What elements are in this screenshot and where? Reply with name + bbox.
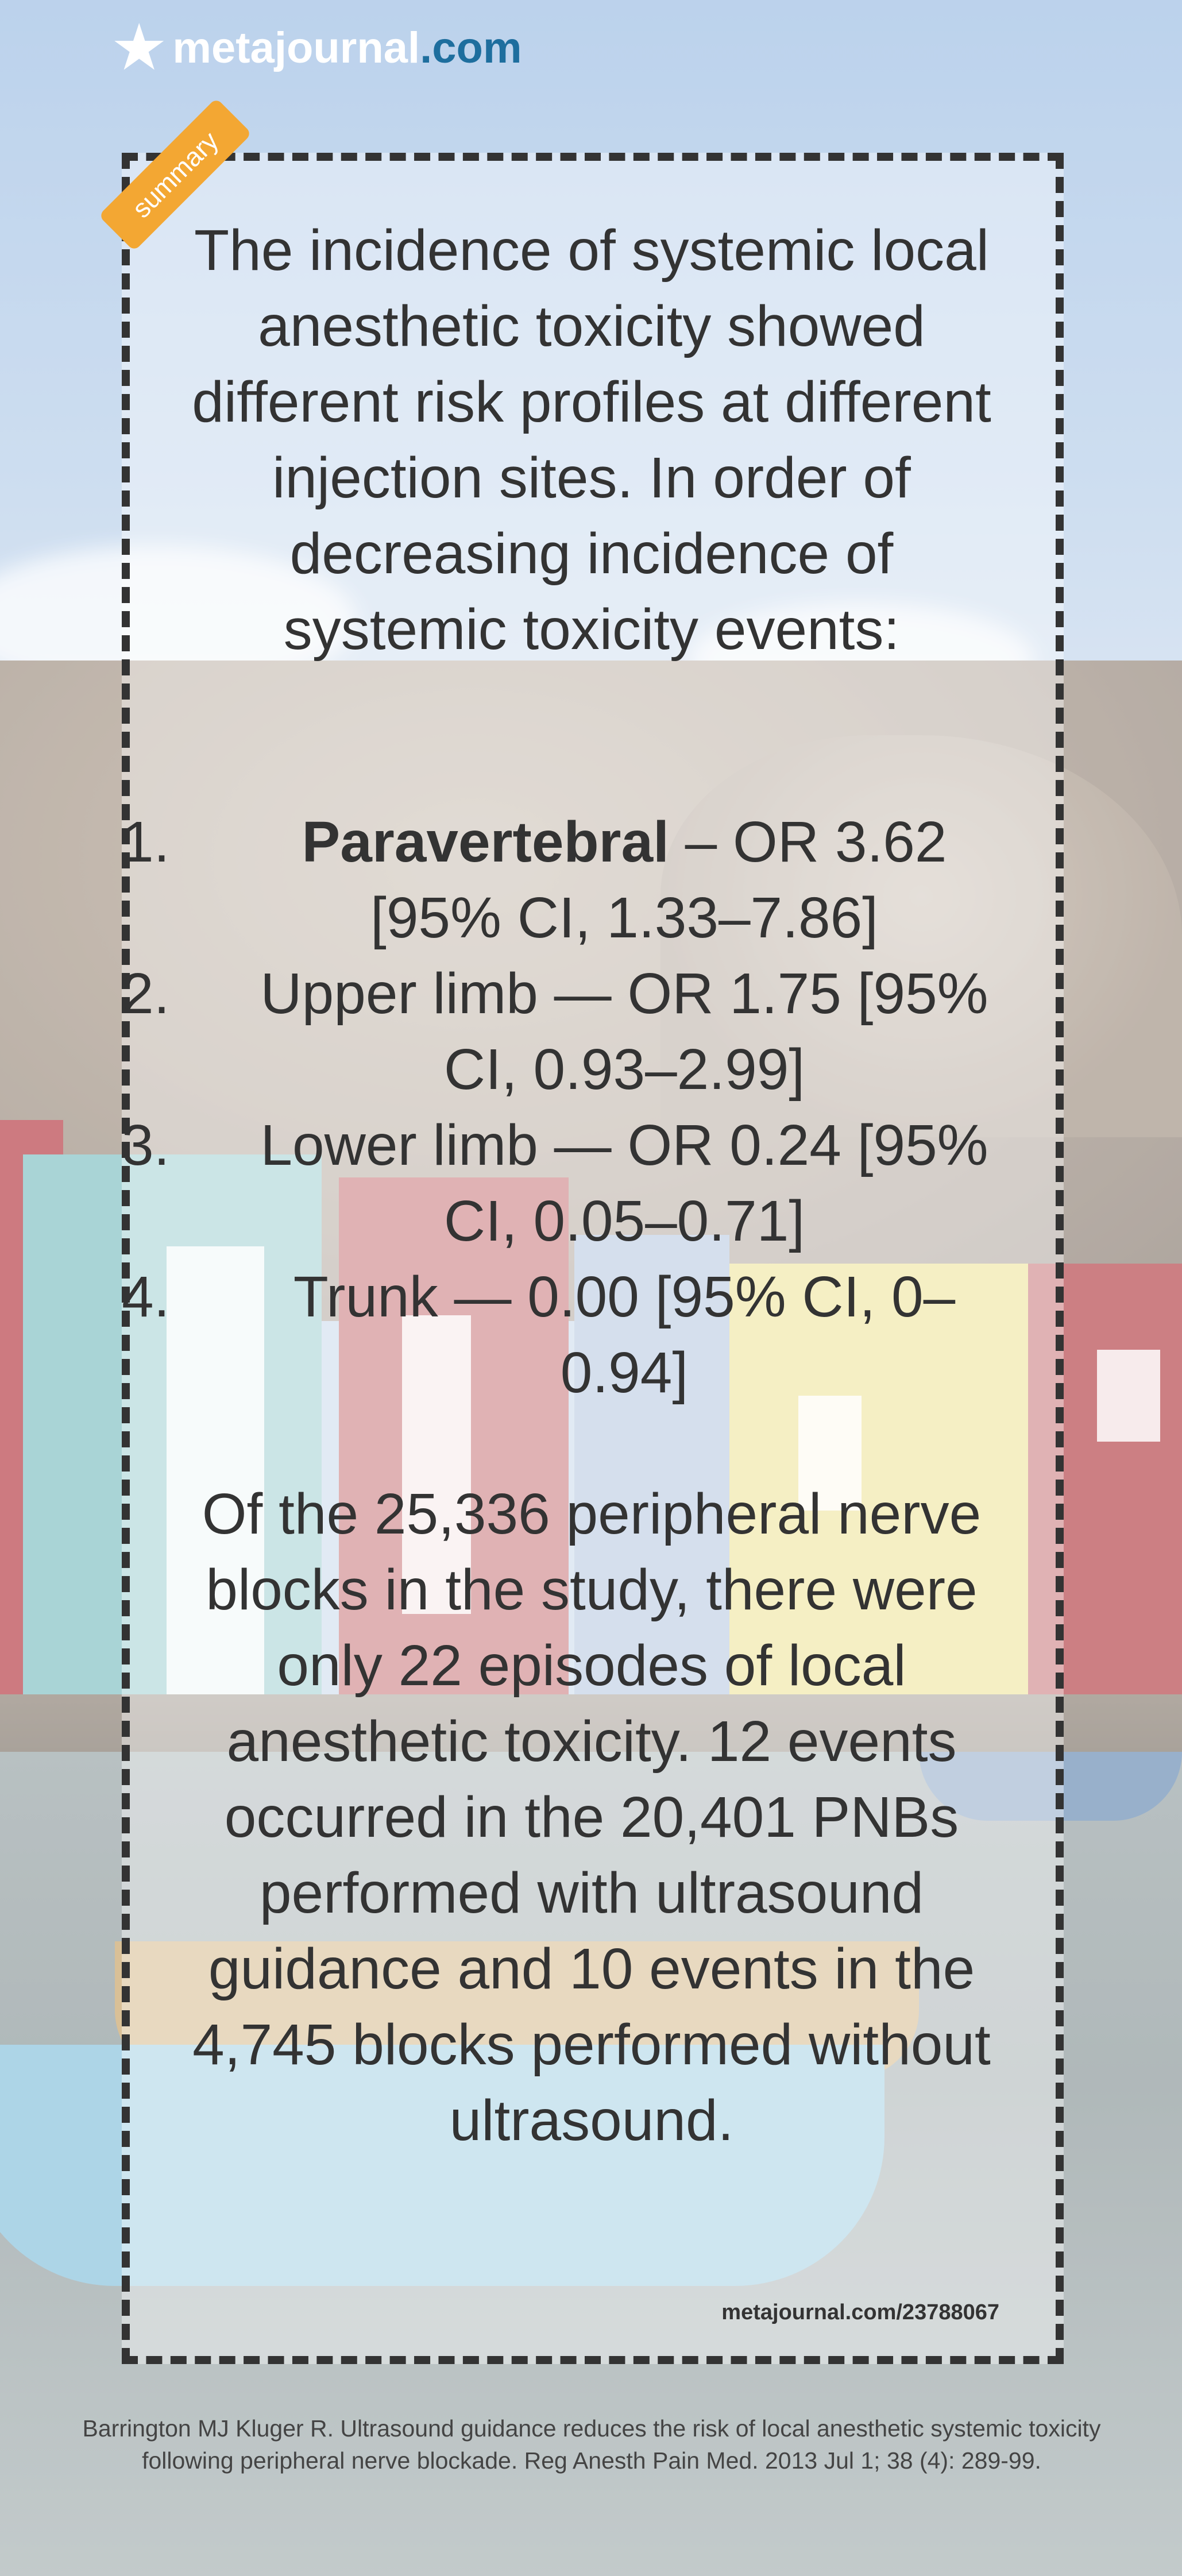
site-name: metajournal	[172, 23, 420, 72]
reference-link[interactable]: metajournal.com/23788067	[721, 2300, 999, 2324]
intro-text: The incidence of systemic local anesthetic toxicity showed different risk profiles at different injection sites. In order of decreasing incidence of systemic toxicity events:	[192, 218, 991, 662]
list-item	[122, 1259, 1064, 1411]
list-detail: Upper limb — OR 1.75 [95% CI, 0.93–2.99]	[260, 961, 988, 1102]
summary-tag: summary	[98, 98, 252, 251]
site-tld: .com	[420, 23, 522, 72]
citation-text: Barrington MJ Kluger R. Ultrasound guidance reduces the risk of local anesthetic systemic toxicity following peripheral nerve blockade. Reg Anesth Pain Med. 2013 Jul 1; 38 (4): 289-99.	[82, 2415, 1101, 2474]
list-number: 4.	[122, 1265, 170, 1329]
star-icon: ★	[110, 11, 168, 83]
list-item	[122, 1107, 1064, 1259]
list-detail: Lower limb — OR 0.24 [95% CI, 0.05–0.71]	[260, 1113, 988, 1253]
list-detail: Trunk — 0.00 [95% CI, 0–0.94]	[293, 1265, 956, 1405]
list-site: Paravertebral	[302, 810, 669, 874]
risk-list	[122, 804, 1064, 1411]
list-number: 1.	[122, 810, 170, 874]
site-logo[interactable]	[110, 11, 522, 83]
summary-text: Of the 25,336 peripheral nerve blocks in the study, there were only 22 episodes of local anesthetic toxicity. 12 events occurred in the 20,401 PNBs performed with ultrasound guidance and 10 events in the 4,745 blocks performed without ultrasound.	[192, 1482, 991, 2153]
list-item	[122, 956, 1064, 1107]
list-detail: – OR 3.62 [95% CI, 1.33–7.86]	[370, 810, 947, 950]
list-number: 2.	[122, 961, 170, 1026]
list-number: 3.	[122, 1113, 170, 1177]
list-item	[122, 804, 1064, 956]
